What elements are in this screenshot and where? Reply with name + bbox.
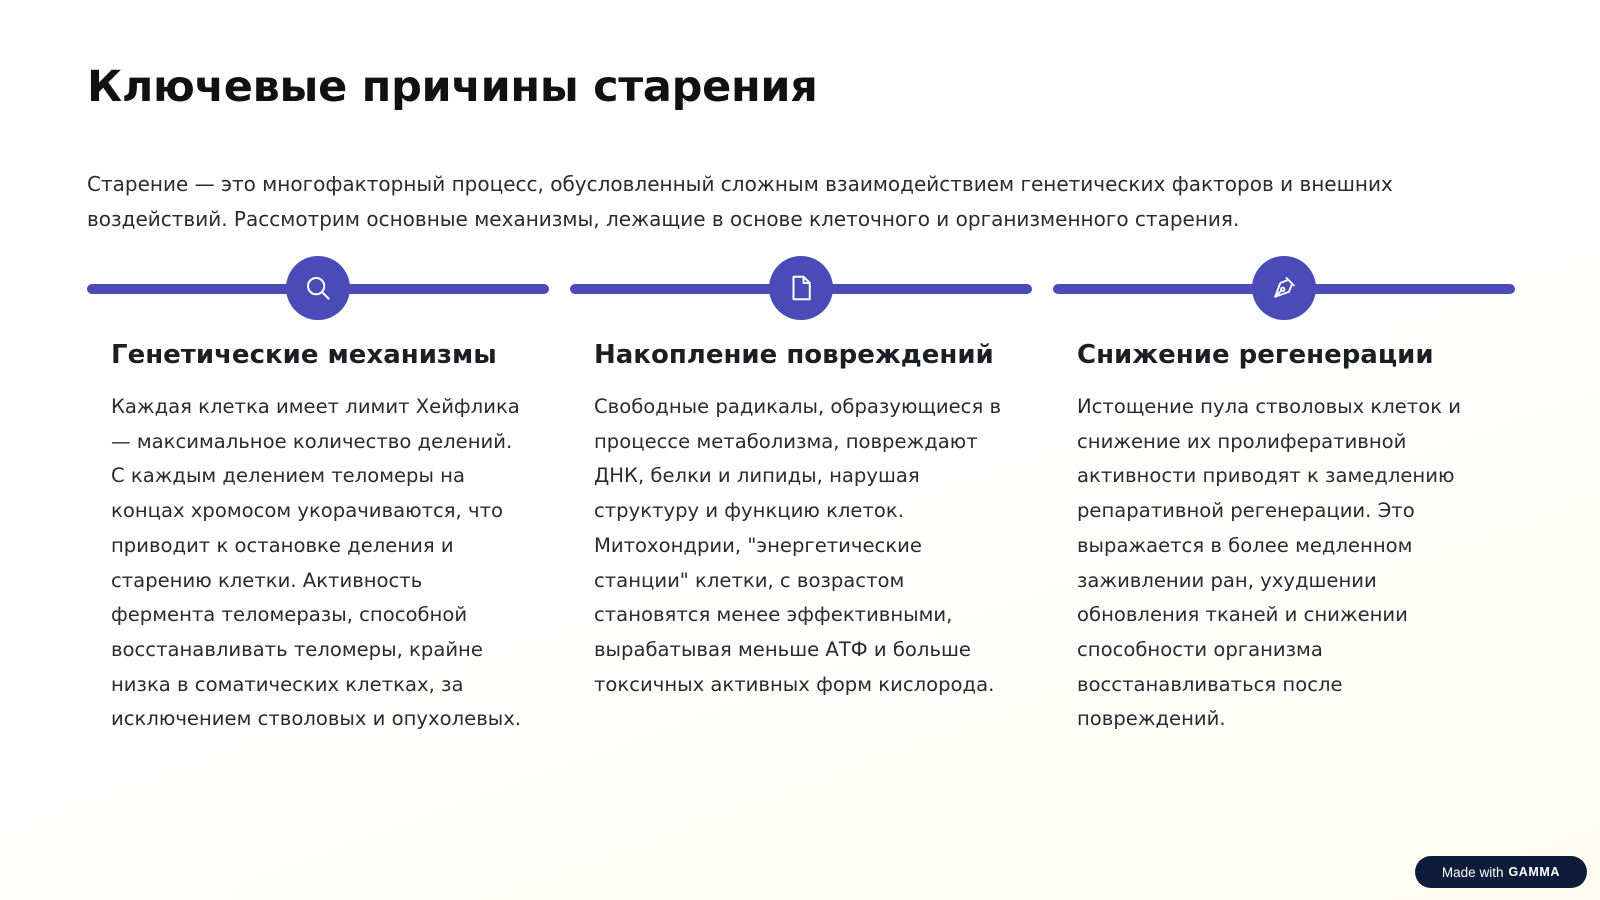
gamma-logo: GAMMA <box>1508 865 1561 879</box>
pen-nib-icon <box>1269 273 1299 303</box>
cause-card-regeneration <box>1053 256 1515 816</box>
made-with-label: Made with <box>1441 864 1504 880</box>
card-body: Истощение пула стволовых клеток и снижение их пролиферативной активности приводят к замедлению репаративной регенерации. Это выражается в более медленном заживлении ран, ухудшении обновления тканей и снижении способности организма восстанавливаться после повреждений. <box>1077 395 1462 731</box>
icon-badge <box>769 256 833 320</box>
made-with-gamma-badge[interactable] <box>1415 856 1587 888</box>
card-body: Свободные радикалы, образующиеся в процессе метаболизма, повреждают ДНК, белки и липиды, нарушая структуру и функцию клеток. Митохондрии, "энергетические станции" клетки, с возрастом становятся менее эффективными, вырабатывая меньше АТФ и больше токсичных активных форм кислорода. <box>594 395 1002 696</box>
card-heading: Накопление повреждений <box>594 340 994 370</box>
icon-badge <box>286 256 350 320</box>
search-icon <box>303 273 333 303</box>
card-heading: Генетические механизмы <box>111 340 497 370</box>
cause-card-damage <box>570 256 1032 816</box>
slide-title: Ключевые причины старения <box>87 62 818 112</box>
cause-card-genetic <box>87 256 549 816</box>
intro-paragraph: Старение — это многофакторный процесс, обусловленный сложным взаимодействием генетических факторов и внешних воздействий. Рассмотрим основные механизмы, лежащие в основе клеточного и организменного старения. <box>87 172 1393 231</box>
card-heading: Снижение регенерации <box>1077 340 1434 370</box>
document-icon <box>786 273 816 303</box>
card-body: Каждая клетка имеет лимит Хейфлика — максимальное количество делений. С каждым делением теломеры на концах хромосом укорачиваются, что приводит к остановке деления и старению клетки. Активность фермента теломеразы, способной восстанавливать теломеры, крайне низка в соматических клетках, за исключением стволовых и опухолевых. <box>111 395 522 731</box>
icon-badge <box>1252 256 1316 320</box>
